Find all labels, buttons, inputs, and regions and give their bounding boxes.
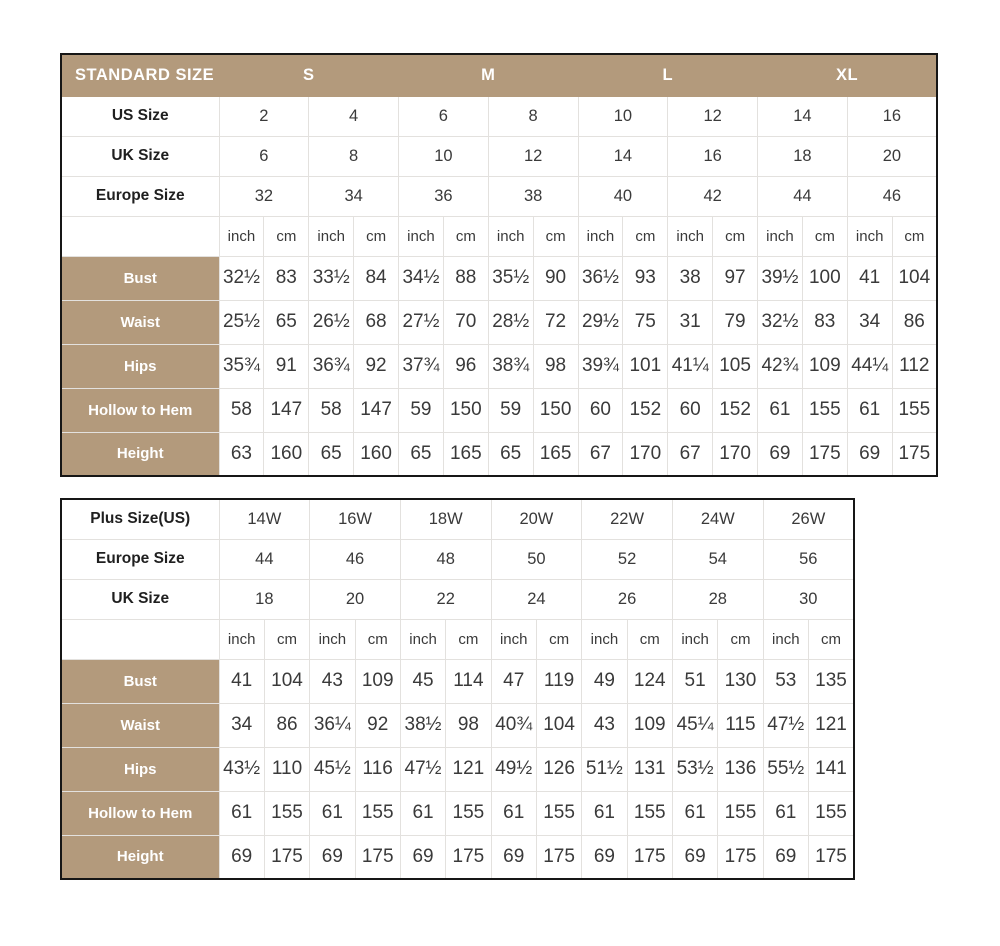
measurement-value-cell: 86 [264, 703, 309, 747]
measurement-value-cell: 175 [718, 835, 763, 879]
size-group-header: M [399, 54, 579, 96]
row-label: US Size [61, 96, 219, 136]
measurement-value-cell: 60 [578, 388, 623, 432]
size-value-cell: 26 [582, 579, 673, 619]
measurement-value-cell: 147 [354, 388, 399, 432]
measurement-value-cell: 61 [763, 791, 808, 835]
size-value-cell: 44 [219, 539, 310, 579]
measurement-value-cell: 27½ [399, 300, 444, 344]
size-group-header: S [219, 54, 399, 96]
measurement-row-label: Height [61, 432, 219, 476]
measurement-row-label: Hips [61, 344, 219, 388]
measurement-value-cell: 91 [264, 344, 309, 388]
measurement-value-cell: 35¾ [219, 344, 264, 388]
size-value-cell: 42 [668, 176, 758, 216]
measurement-value-cell: 61 [310, 791, 355, 835]
measurement-value-cell: 75 [623, 300, 668, 344]
size-value-cell: 32 [219, 176, 309, 216]
measurement-value-cell: 175 [627, 835, 672, 879]
size-value-cell: 24 [491, 579, 582, 619]
size-value-cell: 18 [219, 579, 310, 619]
size-value-cell: 8 [488, 96, 578, 136]
measurement-value-cell: 121 [446, 747, 491, 791]
measurement-value-cell: 60 [668, 388, 713, 432]
measurement-value-cell: 175 [446, 835, 491, 879]
measurement-value-cell: 37¾ [399, 344, 444, 388]
measurement-value-cell: 79 [713, 300, 758, 344]
size-value-cell: 56 [763, 539, 854, 579]
unit-label-cell: cm [446, 619, 491, 659]
measurement-value-cell: 165 [443, 432, 488, 476]
size-value-cell: 12 [668, 96, 758, 136]
measurement-value-cell: 70 [443, 300, 488, 344]
unit-label-cell: inch [309, 216, 354, 256]
measurement-value-cell: 47½ [400, 747, 445, 791]
measurement-value-cell: 69 [219, 835, 264, 879]
size-value-cell: 16 [847, 96, 937, 136]
measurement-value-cell: 92 [355, 703, 400, 747]
measurement-value-cell: 61 [219, 791, 264, 835]
size-value-cell: 34 [309, 176, 399, 216]
measurement-value-cell: 147 [264, 388, 309, 432]
unit-label-cell: inch [488, 216, 533, 256]
measurement-value-cell: 61 [847, 388, 892, 432]
table-title: STANDARD SIZE [61, 54, 219, 96]
measurement-value-cell: 112 [892, 344, 937, 388]
measurement-value-cell: 152 [623, 388, 668, 432]
size-conversion-row [61, 136, 937, 176]
measurement-value-cell: 119 [536, 659, 581, 703]
measurement-value-cell: 55½ [763, 747, 808, 791]
size-value-cell: 2 [219, 96, 309, 136]
measurement-value-cell: 32½ [219, 256, 264, 300]
size-value-cell: 4 [309, 96, 399, 136]
measurement-value-cell: 36¾ [309, 344, 354, 388]
measurement-value-cell: 104 [536, 703, 581, 747]
size-value-cell: 6 [399, 96, 489, 136]
measurement-value-cell: 109 [627, 703, 672, 747]
measurement-value-cell: 155 [446, 791, 491, 835]
unit-label-cell: cm [354, 216, 399, 256]
measurement-value-cell: 155 [802, 388, 847, 432]
measurement-value-cell: 45¼ [672, 703, 717, 747]
measurement-row [61, 432, 937, 476]
measurement-value-cell: 83 [802, 300, 847, 344]
unit-label-cell: inch [491, 619, 536, 659]
measurement-value-cell: 65 [488, 432, 533, 476]
unit-label-cell: cm [892, 216, 937, 256]
measurement-value-cell: 136 [718, 747, 763, 791]
measurement-value-cell: 155 [264, 791, 309, 835]
size-value-cell: 48 [400, 539, 491, 579]
measurement-value-cell: 65 [264, 300, 309, 344]
measurement-value-cell: 155 [627, 791, 672, 835]
measurement-value-cell: 58 [219, 388, 264, 432]
measurement-value-cell: 170 [713, 432, 758, 476]
measurement-value-cell: 58 [309, 388, 354, 432]
size-value-cell: 14 [578, 136, 668, 176]
unit-label-cell: inch [672, 619, 717, 659]
measurement-value-cell: 114 [446, 659, 491, 703]
measurement-value-cell: 65 [309, 432, 354, 476]
empty-corner-cell [61, 619, 219, 659]
measurement-value-cell: 43 [582, 703, 627, 747]
size-value-cell: 20 [847, 136, 937, 176]
measurement-row-label: Height [61, 835, 219, 879]
measurement-value-cell: 69 [310, 835, 355, 879]
size-value-cell: 8 [309, 136, 399, 176]
measurement-value-cell: 68 [354, 300, 399, 344]
measurement-value-cell: 135 [808, 659, 854, 703]
measurement-value-cell: 61 [672, 791, 717, 835]
measurement-value-cell: 69 [847, 432, 892, 476]
unit-label-cell: cm [623, 216, 668, 256]
measurement-row-label: Waist [61, 300, 219, 344]
size-value-cell: 22 [400, 579, 491, 619]
unit-label-cell: cm [802, 216, 847, 256]
measurement-value-cell: 61 [491, 791, 536, 835]
measurement-row [61, 747, 854, 791]
unit-label-cell: inch [399, 216, 444, 256]
unit-label-cell: inch [578, 216, 623, 256]
measurement-row-label: Bust [61, 256, 219, 300]
measurement-value-cell: 110 [264, 747, 309, 791]
measurement-value-cell: 115 [718, 703, 763, 747]
row-label: Europe Size [61, 539, 219, 579]
size-value-cell: 44 [758, 176, 848, 216]
size-value-cell: 10 [578, 96, 668, 136]
measurement-value-cell: 34½ [399, 256, 444, 300]
measurement-value-cell: 39¾ [578, 344, 623, 388]
measurement-value-cell: 63 [219, 432, 264, 476]
measurement-value-cell: 29½ [578, 300, 623, 344]
measurement-value-cell: 104 [892, 256, 937, 300]
row-label: UK Size [61, 136, 219, 176]
measurement-value-cell: 124 [627, 659, 672, 703]
plus-size-table [60, 498, 855, 880]
measurement-value-cell: 42¾ [758, 344, 803, 388]
measurement-value-cell: 175 [536, 835, 581, 879]
measurement-value-cell: 67 [578, 432, 623, 476]
measurement-value-cell: 41 [847, 256, 892, 300]
unit-label-cell: cm [264, 216, 309, 256]
row-label: Plus Size(US) [61, 499, 219, 539]
measurement-value-cell: 131 [627, 747, 672, 791]
size-value-cell: 12 [488, 136, 578, 176]
size-value-cell: 18W [400, 499, 491, 539]
measurement-value-cell: 69 [672, 835, 717, 879]
measurement-value-cell: 155 [808, 791, 854, 835]
size-group-header: L [578, 54, 758, 96]
measurement-value-cell: 44¼ [847, 344, 892, 388]
unit-header-row [61, 216, 937, 256]
measurement-value-cell: 97 [713, 256, 758, 300]
measurement-row [61, 388, 937, 432]
measurement-value-cell: 69 [758, 432, 803, 476]
size-value-cell: 36 [399, 176, 489, 216]
size-value-cell: 16W [310, 499, 401, 539]
measurement-value-cell: 175 [355, 835, 400, 879]
measurement-value-cell: 41¼ [668, 344, 713, 388]
measurement-row-label: Hollow to Hem [61, 388, 219, 432]
row-label: Europe Size [61, 176, 219, 216]
unit-label-cell: inch [763, 619, 808, 659]
measurement-value-cell: 61 [758, 388, 803, 432]
measurement-value-cell: 38¾ [488, 344, 533, 388]
measurement-value-cell: 84 [354, 256, 399, 300]
unit-label-cell: cm [808, 619, 854, 659]
measurement-value-cell: 90 [533, 256, 578, 300]
measurement-value-cell: 150 [443, 388, 488, 432]
measurement-value-cell: 98 [446, 703, 491, 747]
size-conversion-row [61, 176, 937, 216]
measurement-value-cell: 170 [623, 432, 668, 476]
measurement-value-cell: 98 [533, 344, 578, 388]
measurement-value-cell: 49½ [491, 747, 536, 791]
measurement-row [61, 703, 854, 747]
unit-label-cell: cm [355, 619, 400, 659]
measurement-value-cell: 67 [668, 432, 713, 476]
measurement-row-label: Bust [61, 659, 219, 703]
measurement-value-cell: 160 [354, 432, 399, 476]
row-label: UK Size [61, 579, 219, 619]
measurement-row-label: Waist [61, 703, 219, 747]
size-value-cell: 24W [672, 499, 763, 539]
unit-label-cell: inch [668, 216, 713, 256]
unit-label-cell: inch [400, 619, 445, 659]
unit-label-cell: cm [713, 216, 758, 256]
measurement-value-cell: 69 [491, 835, 536, 879]
size-conversion-row [61, 579, 854, 619]
size-value-cell: 30 [763, 579, 854, 619]
size-value-cell: 16 [668, 136, 758, 176]
unit-label-cell: inch [219, 619, 264, 659]
measurement-value-cell: 61 [582, 791, 627, 835]
measurement-value-cell: 92 [354, 344, 399, 388]
measurement-value-cell: 69 [582, 835, 627, 879]
size-value-cell: 14W [219, 499, 310, 539]
unit-label-cell: cm [443, 216, 488, 256]
measurement-value-cell: 49 [582, 659, 627, 703]
measurement-value-cell: 155 [718, 791, 763, 835]
measurement-value-cell: 47 [491, 659, 536, 703]
measurement-value-cell: 109 [355, 659, 400, 703]
measurement-value-cell: 36½ [578, 256, 623, 300]
measurement-value-cell: 36¼ [310, 703, 355, 747]
measurement-value-cell: 155 [355, 791, 400, 835]
measurement-value-cell: 155 [536, 791, 581, 835]
measurement-value-cell: 65 [399, 432, 444, 476]
measurement-value-cell: 38½ [400, 703, 445, 747]
measurement-value-cell: 51 [672, 659, 717, 703]
measurement-value-cell: 35½ [488, 256, 533, 300]
size-value-cell: 18 [758, 136, 848, 176]
measurement-row [61, 791, 854, 835]
unit-label-cell: cm [718, 619, 763, 659]
size-value-cell: 20W [491, 499, 582, 539]
size-value-cell: 50 [491, 539, 582, 579]
measurement-value-cell: 69 [400, 835, 445, 879]
size-conversion-row [61, 539, 854, 579]
measurement-value-cell: 155 [892, 388, 937, 432]
size-value-cell: 6 [219, 136, 309, 176]
size-conversion-row [61, 499, 854, 539]
measurement-value-cell: 40¾ [491, 703, 536, 747]
measurement-value-cell: 105 [713, 344, 758, 388]
measurement-value-cell: 47½ [763, 703, 808, 747]
measurement-value-cell: 53½ [672, 747, 717, 791]
measurement-value-cell: 130 [718, 659, 763, 703]
measurement-value-cell: 96 [443, 344, 488, 388]
unit-label-cell: cm [536, 619, 581, 659]
measurement-row [61, 256, 937, 300]
measurement-value-cell: 51½ [582, 747, 627, 791]
measurement-value-cell: 25½ [219, 300, 264, 344]
size-group-header: XL [758, 54, 938, 96]
size-conversion-row [61, 96, 937, 136]
unit-label-cell: inch [758, 216, 803, 256]
standard-size-table [60, 53, 938, 477]
measurement-value-cell: 33½ [309, 256, 354, 300]
size-value-cell: 20 [310, 579, 401, 619]
unit-label-cell: cm [627, 619, 672, 659]
measurement-value-cell: 45½ [310, 747, 355, 791]
size-value-cell: 10 [399, 136, 489, 176]
measurement-value-cell: 38 [668, 256, 713, 300]
size-value-cell: 54 [672, 539, 763, 579]
header-band-row [61, 54, 937, 96]
measurement-value-cell: 116 [355, 747, 400, 791]
measurement-value-cell: 126 [536, 747, 581, 791]
measurement-row [61, 659, 854, 703]
size-value-cell: 28 [672, 579, 763, 619]
size-value-cell: 46 [310, 539, 401, 579]
measurement-row [61, 344, 937, 388]
measurement-value-cell: 86 [892, 300, 937, 344]
measurement-value-cell: 175 [264, 835, 309, 879]
unit-label-cell: cm [533, 216, 578, 256]
unit-label-cell: inch [310, 619, 355, 659]
measurement-value-cell: 41 [219, 659, 264, 703]
measurement-value-cell: 34 [847, 300, 892, 344]
measurement-value-cell: 175 [802, 432, 847, 476]
measurement-value-cell: 53 [763, 659, 808, 703]
size-value-cell: 46 [847, 176, 937, 216]
measurement-value-cell: 72 [533, 300, 578, 344]
unit-label-cell: inch [847, 216, 892, 256]
size-value-cell: 52 [582, 539, 673, 579]
measurement-value-cell: 165 [533, 432, 578, 476]
measurement-value-cell: 101 [623, 344, 668, 388]
measurement-value-cell: 45 [400, 659, 445, 703]
measurement-value-cell: 59 [488, 388, 533, 432]
measurement-value-cell: 121 [808, 703, 854, 747]
measurement-row [61, 300, 937, 344]
size-value-cell: 14 [758, 96, 848, 136]
measurement-row-label: Hollow to Hem [61, 791, 219, 835]
measurement-value-cell: 109 [802, 344, 847, 388]
measurement-value-cell: 152 [713, 388, 758, 432]
unit-label-cell: inch [219, 216, 264, 256]
measurement-value-cell: 160 [264, 432, 309, 476]
measurement-value-cell: 28½ [488, 300, 533, 344]
measurement-value-cell: 31 [668, 300, 713, 344]
size-value-cell: 40 [578, 176, 668, 216]
measurement-value-cell: 69 [763, 835, 808, 879]
size-value-cell: 26W [763, 499, 854, 539]
measurement-value-cell: 104 [264, 659, 309, 703]
measurement-row-label: Hips [61, 747, 219, 791]
measurement-value-cell: 175 [808, 835, 854, 879]
measurement-value-cell: 88 [443, 256, 488, 300]
unit-label-cell: cm [264, 619, 309, 659]
measurement-value-cell: 26½ [309, 300, 354, 344]
measurement-value-cell: 34 [219, 703, 264, 747]
measurement-value-cell: 59 [399, 388, 444, 432]
size-value-cell: 38 [488, 176, 578, 216]
empty-corner-cell [61, 216, 219, 256]
measurement-value-cell: 83 [264, 256, 309, 300]
measurement-value-cell: 43 [310, 659, 355, 703]
measurement-value-cell: 175 [892, 432, 937, 476]
measurement-value-cell: 43½ [219, 747, 264, 791]
measurement-value-cell: 32½ [758, 300, 803, 344]
size-value-cell: 22W [582, 499, 673, 539]
measurement-value-cell: 61 [400, 791, 445, 835]
measurement-value-cell: 150 [533, 388, 578, 432]
measurement-value-cell: 100 [802, 256, 847, 300]
measurement-value-cell: 39½ [758, 256, 803, 300]
measurement-value-cell: 93 [623, 256, 668, 300]
measurement-row [61, 835, 854, 879]
unit-label-cell: inch [582, 619, 627, 659]
measurement-value-cell: 141 [808, 747, 854, 791]
unit-header-row [61, 619, 854, 659]
